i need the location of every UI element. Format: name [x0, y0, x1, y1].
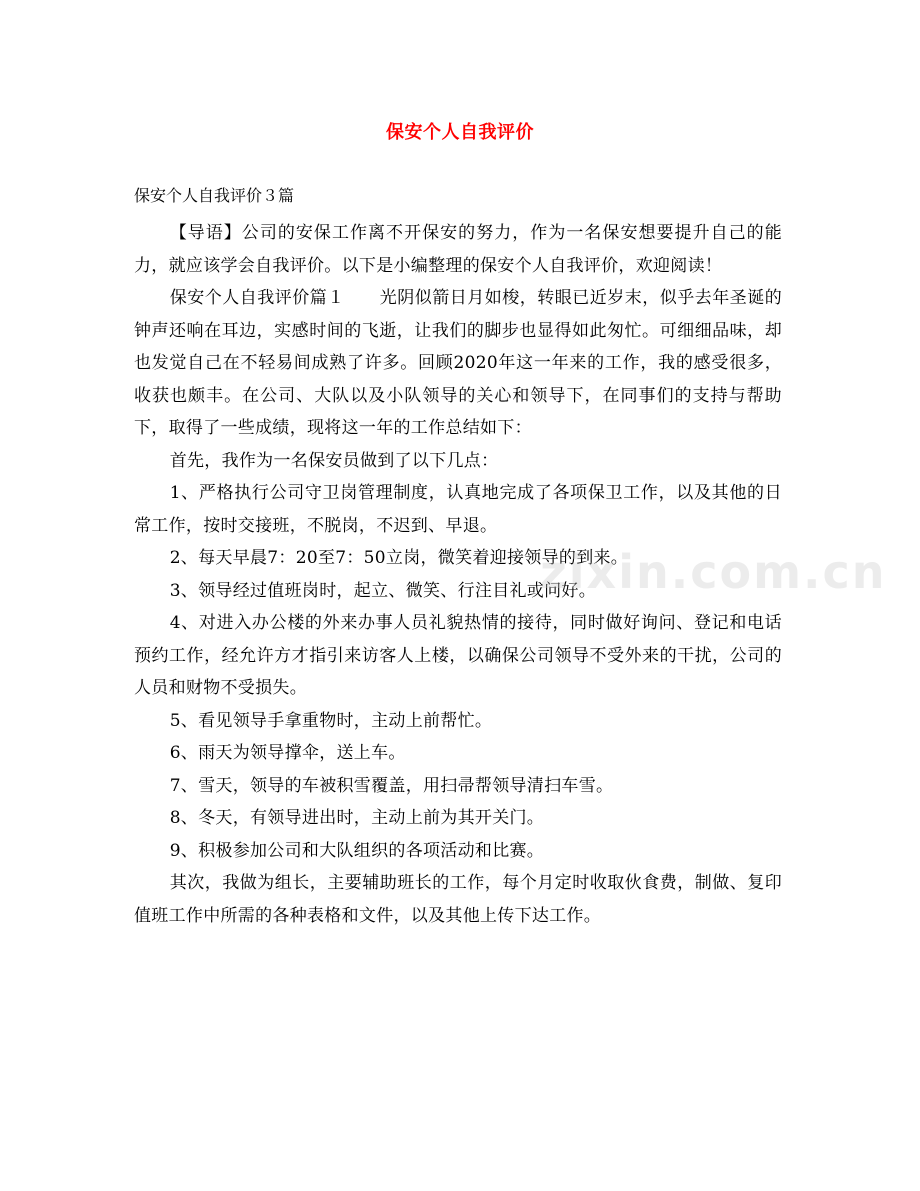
list-item-1: 1、严格执行公司守卫岗管理制度，认真地完成了各项保卫工作，以及其他的日常工作，按时交接班，不脱岗，不迟到、早退。 — [134, 483, 782, 536]
list-item-4: 4、对进入办公楼的外来办事人员礼貌热情的接待，同时做好询问、登记和电话预约工作，经允许方才指引来访客人上楼，以确保公司领导不受外来的干扰，公司的人员和财物不受损失。 — [134, 613, 782, 698]
document-title: 保安个人自我评价 — [386, 122, 534, 143]
paragraph-intro: 【导语】公司的安保工作离不开保安的努力，作为一名保安想要提升自己的能力，就应该学会自我评价。以下是小编整理的保安个人自我评价，欢迎阅读！ — [134, 223, 782, 276]
list-item-6: 6、雨天为领导撑伞，送上车。 — [169, 743, 406, 763]
paragraph-second: 其次，我做为组长，主要辅助班长的工作，每个月定时收取伙食费，制做、复印值班工作中所需的各种表格和文件，以及其他上传下达工作。 — [134, 873, 782, 926]
paragraph-part-1: 保安个人自我评价篇１ 光阴似箭日月如梭，转眼已近岁末，似乎去年圣诞的钟声还响在耳边，实感时间的飞逝，让我们的脚步也显得如此匆忙。可细细品味，却也发觉自己在不轻易间成熟了许多。回顾2020年这一年来的工作，我的感受很多，收获也颇丰。在公司、大队以及小队领导的关心和领导下，在同事们的支持与帮助下，取得了一些成绩，现将这一年的工作总结如下： — [134, 288, 782, 438]
paragraph-first-points: 首先，我作为一名保安员做到了以下几点： — [169, 450, 499, 471]
watermark-logo: zixin.com.cn — [540, 545, 887, 599]
list-item-9: 9、积极参加公司和大队组织的各项活动和比赛。 — [169, 840, 545, 861]
list-item-5: 5、看见领导手拿重物时，主动上前帮忙。 — [169, 710, 493, 731]
document-subtitle: 保安个人自我评价３篇 — [134, 186, 295, 205]
list-item-3: 3、领导经过值班岗时，起立、微笑、行注目礼或问好。 — [169, 580, 597, 601]
list-item-8: 8、冬天，有领导进出时，主动上前为其开关门。 — [169, 808, 545, 828]
list-item-2: 2、每天早晨7：20至7：50立岗，微笑着迎接领导的到来。 — [169, 548, 629, 568]
list-item-7: 7、雪天，领导的车被积雪覆盖，用扫帚帮领导清扫车雪。 — [169, 775, 614, 796]
document-body — [134, 217, 782, 932]
